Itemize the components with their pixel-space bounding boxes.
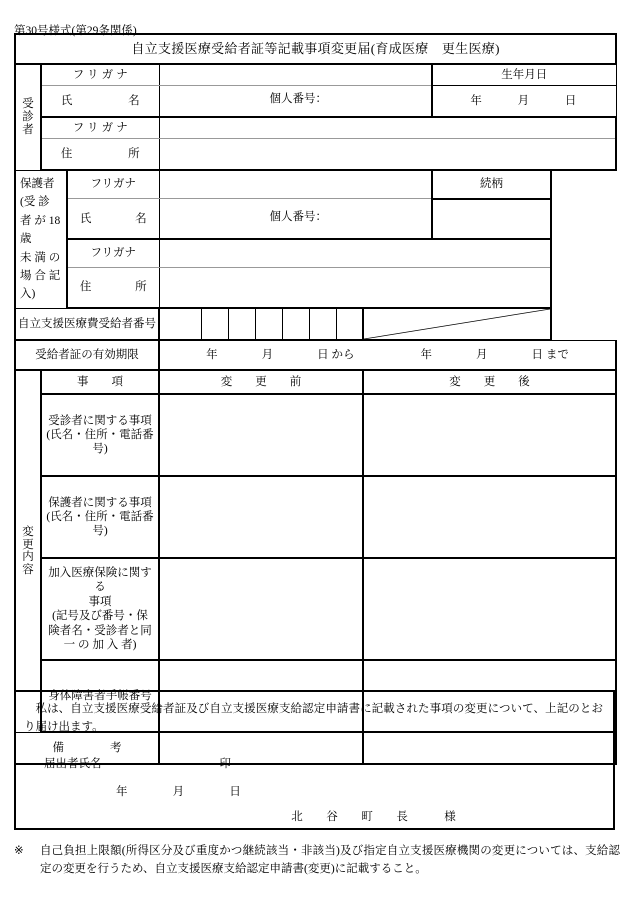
- patient-address-value[interactable]: [159, 139, 616, 171]
- patient-address-furigana-value[interactable]: [159, 117, 616, 139]
- change-item-insurance: [41, 558, 159, 660]
- patient-name-row: [15, 86, 616, 118]
- recipient-number-box-2[interactable]: [201, 308, 228, 340]
- patient-name-value[interactable]: [159, 86, 432, 118]
- guardian-label: [15, 170, 67, 308]
- change-item-patient: [41, 394, 159, 476]
- change-row-guardian: [15, 476, 616, 558]
- patient-furigana-label: フリガナ: [41, 64, 159, 86]
- guardian-label-line-1: 保護者(受 診 者 が 18歳: [20, 178, 61, 246]
- seal-label: 印: [219, 757, 231, 770]
- remarks-label: 備 考: [15, 732, 159, 764]
- change-item-insurance-line-1: 加入医療保険に関する: [48, 567, 152, 594]
- patient-vertical-label: [15, 64, 41, 170]
- change-item-insurance-line-5: 一 の 加 入 者): [63, 638, 137, 651]
- dob-day-label: 日: [564, 94, 579, 107]
- change-label-char-2: 更: [22, 538, 34, 551]
- change-item-guardian: [41, 476, 159, 558]
- change-item-patient-line-3: 号): [92, 443, 108, 456]
- change-item-disability-booklet-line-1: 身体障害者手帳番号: [48, 690, 152, 703]
- guardian-address-furigana-value[interactable]: [159, 239, 551, 267]
- guardian-address-furigana-label: フリガナ: [67, 239, 159, 267]
- validity-from-month: 月: [261, 349, 274, 362]
- validity-label: 受給者証の有効期限: [15, 340, 159, 370]
- addressee-name: 北 谷 町 長: [291, 810, 419, 823]
- declaration-date-month: 月: [172, 786, 186, 799]
- validity-to-day: 日: [531, 349, 544, 362]
- recipient-number-box-4[interactable]: [255, 308, 282, 340]
- validity-to-month: 月: [476, 349, 488, 362]
- guardian-name-row: [15, 199, 616, 240]
- guardian-my-number-label: 個人番号：: [269, 210, 327, 223]
- patient-furigana-row: [15, 64, 616, 86]
- change-item-guardian-line-3: 号): [92, 525, 108, 538]
- change-item-guardian-line-1: 保護者に関する事項: [48, 496, 152, 509]
- guardian-address-label: 住 所: [67, 267, 159, 308]
- applicant-name-label: 届出者氏名: [44, 757, 102, 770]
- change-item-patient-line-1: 受診者に関する事項: [48, 414, 152, 427]
- guardian-furigana-label: フリガナ: [67, 170, 159, 199]
- dob-year-label: 年: [470, 94, 484, 107]
- footnote: [14, 843, 620, 879]
- declaration-date-year: 年: [116, 786, 129, 799]
- recipient-number-box-5[interactable]: [282, 308, 309, 340]
- change-label-char-3: 内: [22, 551, 34, 564]
- patient-name-label: 氏 名: [41, 86, 159, 118]
- validity-to-year: 年: [420, 349, 433, 362]
- applicant-signature-line: [16, 737, 613, 773]
- declaration-date-line[interactable]: [16, 773, 613, 801]
- patient-address-furigana-row: [15, 117, 616, 139]
- validity-from-year: 年: [206, 349, 218, 362]
- guardian-relationship-value[interactable]: [432, 199, 551, 240]
- patient-label-char-2: 診: [22, 110, 34, 123]
- change-header-before: 変 更 前: [159, 370, 363, 394]
- recipient-number-row: [15, 308, 616, 340]
- change-item-insurance-line-4: 険者名・受診者と同: [48, 624, 152, 637]
- addressee-line: [134, 802, 613, 826]
- dob-month-label: 月: [517, 94, 531, 107]
- change-before-patient[interactable]: [159, 394, 363, 476]
- guardian-furigana-value[interactable]: [159, 170, 432, 199]
- recipient-number-box-7[interactable]: [336, 308, 363, 340]
- form-number: 第30号様式(第29条関係): [14, 25, 137, 37]
- change-table-header-row: [15, 370, 616, 394]
- patient-address-row: [15, 139, 616, 171]
- dob-header: 生年月日: [432, 64, 616, 86]
- guardian-address-furigana-row: [15, 239, 616, 267]
- validity-row: [15, 340, 616, 370]
- main-form-table: [14, 33, 617, 765]
- change-label-char-4: 容: [22, 564, 34, 577]
- footnote-text: 自己負担上限額(所得区分及び重度かつ継続該当・非該当)及び指定自立支援医療機関の変更については、支給認定の変更を行うため、自立支援医療支給認定申請書(変更)に記載すること。: [40, 845, 620, 875]
- patient-label-char-3: 者: [22, 123, 34, 136]
- recipient-number-box-3[interactable]: [228, 308, 255, 340]
- change-header-after: 変 更 後: [363, 370, 616, 394]
- guardian-relationship-label: 続柄: [432, 170, 551, 199]
- declaration-date-day: 日: [229, 786, 242, 799]
- declaration-text: 私は、自立支援医療受給者証及び自立支援医療支給認定申請書に記載された事項の変更について、上記のとおり届け出ます。: [24, 703, 603, 734]
- patient-address-label: 住 所: [41, 139, 159, 171]
- change-item-patient-line-2: (氏名・住所・電話番: [46, 429, 154, 442]
- validity-from-day: 日: [317, 349, 329, 362]
- recipient-number-label: 自立支援医療費受給者番号: [15, 308, 159, 340]
- change-row-patient: [15, 394, 616, 476]
- guardian-name-value[interactable]: [159, 199, 432, 240]
- validity-value[interactable]: [159, 340, 616, 370]
- addressee-honorific: 様: [444, 810, 456, 823]
- change-vertical-label: [15, 370, 41, 732]
- change-before-guardian[interactable]: [159, 476, 363, 558]
- change-header-item: 事 項: [41, 370, 159, 394]
- change-row-insurance: [15, 558, 616, 660]
- recipient-number-box-6[interactable]: [309, 308, 336, 340]
- guardian-address-row: [15, 267, 616, 308]
- change-item-guardian-line-2: (氏名・住所・電話番: [46, 511, 154, 524]
- dob-value[interactable]: [432, 86, 616, 118]
- change-after-patient[interactable]: [363, 394, 616, 476]
- change-item-insurance-line-3: (記号及び番号・保: [52, 610, 148, 623]
- form-title: 自立支援医療受給者証等記載事項変更届(育成医療 更生医療): [15, 34, 616, 64]
- patient-address-furigana-label: フリガナ: [41, 117, 159, 139]
- validity-from-suffix: から: [331, 349, 355, 362]
- change-before-insurance[interactable]: [159, 558, 363, 660]
- patient-my-number-label: 個人番号：: [269, 92, 327, 105]
- change-item-insurance-line-2: 事項: [88, 595, 112, 608]
- recipient-number-strikethrough: [363, 308, 551, 340]
- change-after-insurance[interactable]: [363, 558, 616, 660]
- patient-furigana-value[interactable]: [159, 64, 432, 86]
- patient-label-char-1: 受: [22, 98, 34, 111]
- title-row: [15, 34, 616, 64]
- guardian-name-label: 氏 名: [67, 199, 159, 240]
- recipient-number-box-1[interactable]: [159, 308, 201, 340]
- guardian-label-line-2: 未 満 の 場 合 記 入): [20, 251, 61, 301]
- change-after-guardian[interactable]: [363, 476, 616, 558]
- footnote-mark: ※: [14, 845, 24, 857]
- guardian-address-value[interactable]: [159, 267, 551, 308]
- change-label-char-1: 変: [22, 526, 34, 539]
- declaration-box: [14, 690, 615, 830]
- validity-to-suffix: まで: [545, 349, 569, 362]
- guardian-furigana-row: [15, 170, 616, 199]
